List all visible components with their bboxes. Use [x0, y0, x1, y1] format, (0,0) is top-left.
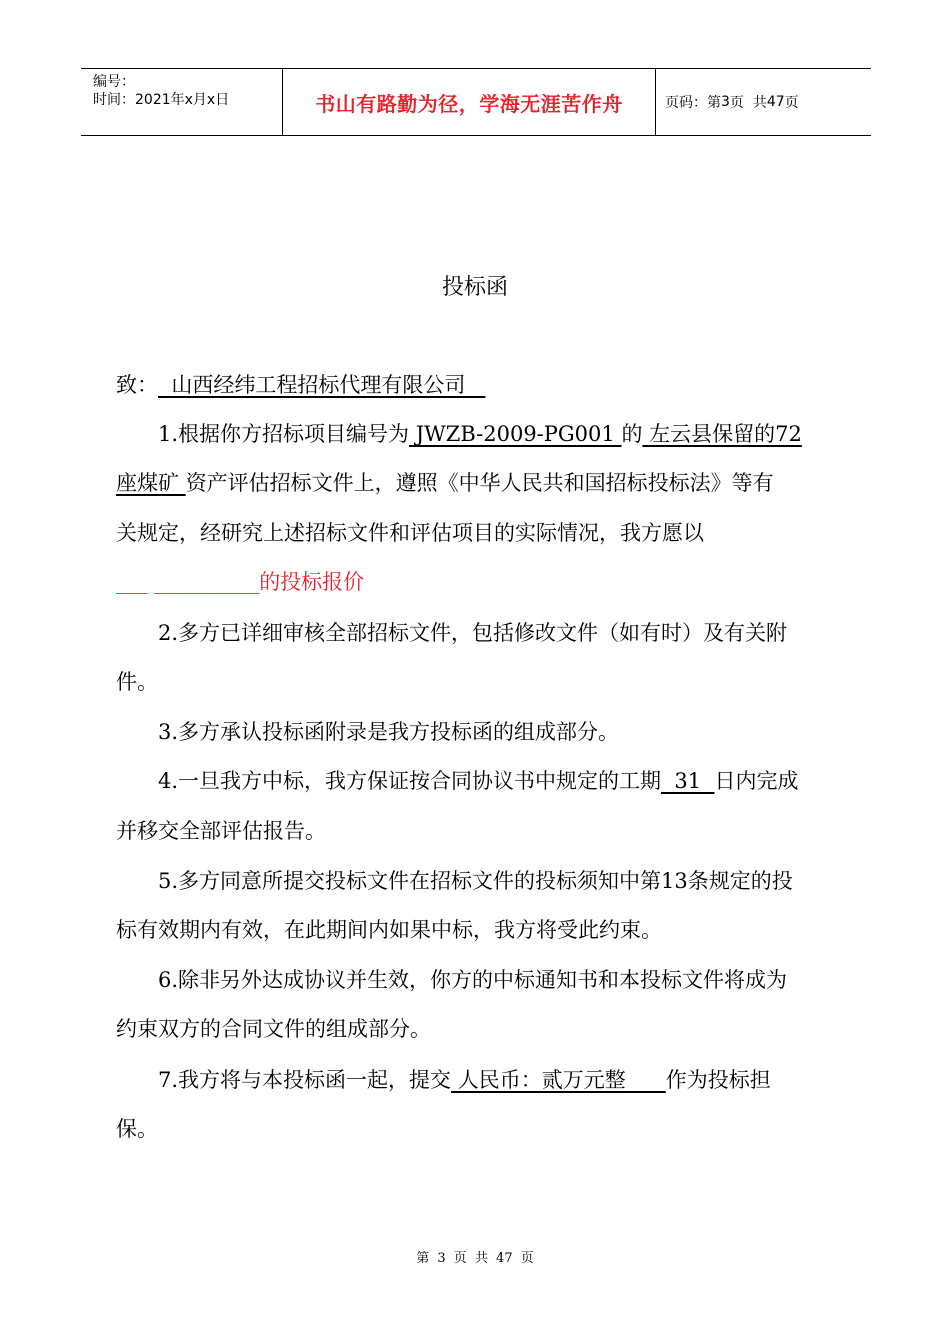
period-days: 31 [661, 769, 715, 793]
price-blank-2: __________ [154, 570, 260, 594]
p4-text-a: 4.一旦我方中标，我方保证按合同协议书中规定的工期 [158, 769, 662, 793]
p1-text-b: 的 [621, 422, 643, 446]
addressee-line [116, 370, 840, 400]
p7-line2: 保。 [116, 1117, 158, 1141]
header-motto: 书山有路勤为径，学海无涯苦作舟 [282, 69, 656, 135]
page-title: 投标函 [441, 275, 508, 300]
price-line [116, 567, 840, 597]
price-blank-1: ___ [116, 570, 148, 594]
page-prefix: 页码：第 [665, 95, 721, 111]
time-label: 时间：2021年x月x日 [93, 92, 230, 108]
p1-text-c: 资产评估招标文件上，遵照《中华人民共和国招标投标法》等有 [185, 471, 774, 495]
header-table [81, 68, 871, 136]
page-total: 47 [766, 94, 785, 110]
p5-line2: 标有效期内有效，在此期间内如果中标，我方将受此约束。 [116, 918, 662, 942]
p7-text-a: 7.我方将与本投标函一起，提交 [158, 1068, 452, 1092]
p1-text-a: 1.根据你方招标项目编号为 [158, 422, 410, 446]
p2-line1: 2.多方已详细审核全部招标文件，包括修改文件（如有时）及有关附 [158, 621, 788, 645]
p4-text-b: 日内完成 [714, 769, 799, 793]
p4-line1 [116, 766, 840, 796]
number-label: 编号： [93, 74, 135, 90]
p7-text-b: 作为投标担 [665, 1068, 771, 1092]
to-value: 山西经纬工程招标代理有限公司 [158, 373, 486, 397]
p2-line2: 件。 [116, 670, 158, 694]
p1-line1 [116, 419, 840, 449]
page-suffix: 页 [784, 95, 799, 111]
page-current: 3 [721, 94, 730, 110]
p1-line3: 关规定，经研究上述招标文件和评估项目的实际情况，我方愿以 [116, 521, 704, 545]
bid-bond-amount: 人民币：贰万元整 [451, 1068, 666, 1092]
price-text: 的投标报价 [259, 570, 365, 594]
page-footer: 第 3 页 共 47 页 [416, 1251, 534, 1266]
header-page-info [656, 69, 871, 135]
project-number: JWZB-2009-PG001 [409, 422, 622, 446]
project-name-part2: 座煤矿 [116, 471, 186, 495]
header-info-cell [81, 69, 282, 135]
page-mid: 页 共 [729, 95, 767, 111]
p4-line2: 并移交全部评估报告。 [116, 819, 326, 843]
p6-line2: 约束双方的合同文件的组成部分。 [116, 1017, 431, 1041]
p3-line1: 3.多方承认投标函附录是我方投标函的组成部分。 [158, 720, 620, 744]
p5-line1: 5.多方同意所提交投标文件在招标文件的投标须知中第13条规定的投 [158, 869, 793, 893]
p6-line1: 6.除非另外达成协议并生效，你方的中标通知书和本投标文件将成为 [158, 968, 788, 992]
p1-line2 [116, 468, 840, 498]
to-label: 致： [116, 373, 158, 397]
project-name-part1: 左云县保留的72 [642, 422, 802, 446]
p7-line1 [116, 1065, 840, 1095]
